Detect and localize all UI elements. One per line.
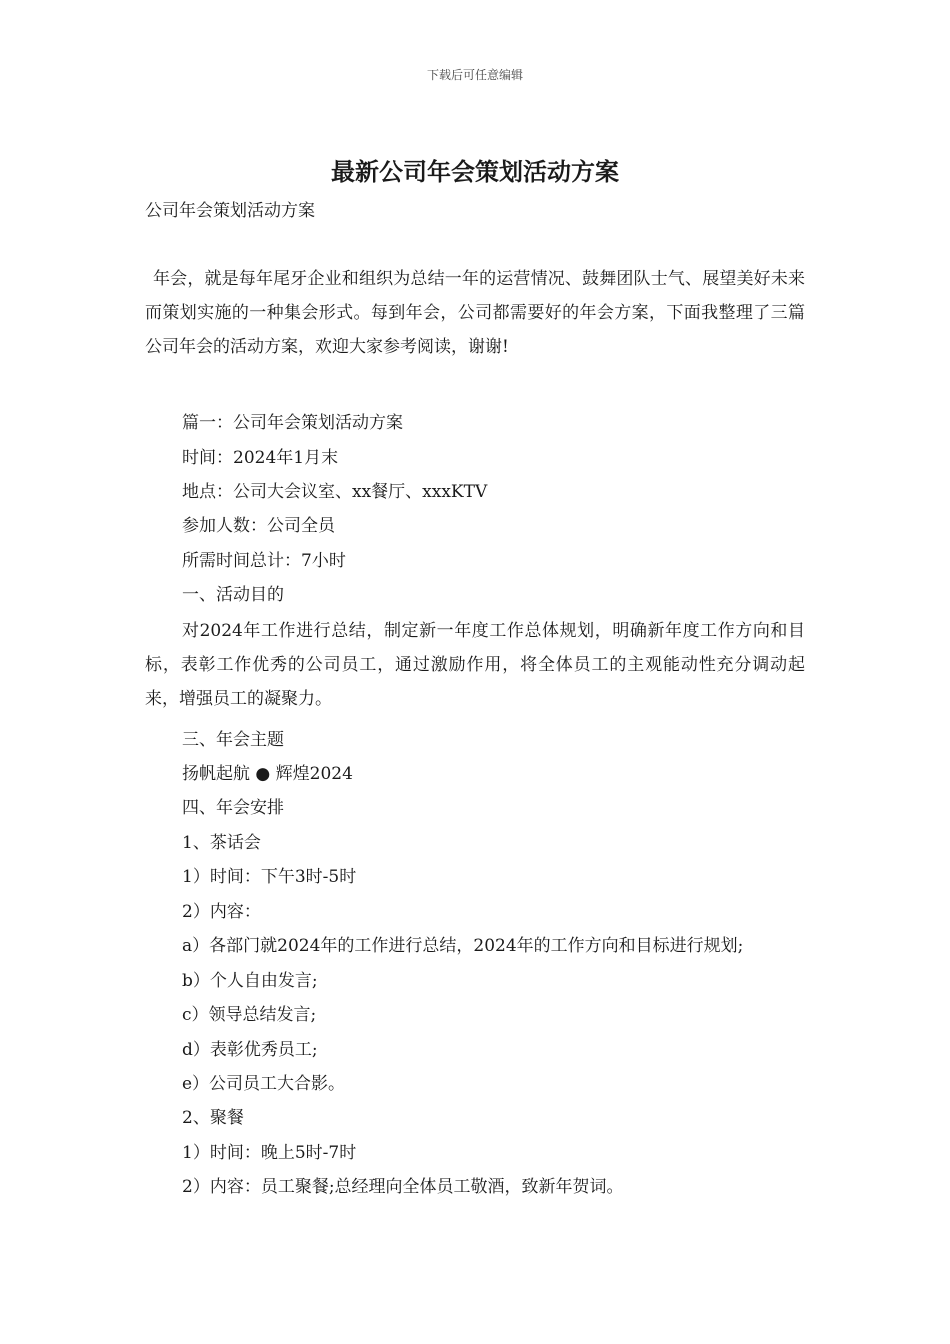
purpose-heading: 一、活动目的 [182, 585, 284, 605]
tea-party-heading: 1、茶话会 [182, 833, 261, 853]
arrangement-heading: 四、年会安排 [182, 798, 284, 818]
list-item: b）个人自由发言; [182, 971, 318, 991]
tea-party-content-label: 2）内容： [182, 902, 261, 922]
event-duration: 所需时间总计：7小时 [182, 551, 346, 571]
document-title: 最新公司年会策划活动方案 [331, 157, 619, 186]
section-heading: 篇一：公司年会策划活动方案 [182, 413, 403, 433]
list-item: a）各部门就2024年的工作进行总结，2024年的工作方向和目标进行规划; [182, 936, 744, 956]
document-subtitle: 公司年会策划活动方案 [145, 201, 315, 221]
dinner-heading: 2、聚餐 [182, 1108, 244, 1128]
dinner-content: 2）内容：员工聚餐;总经理向全体员工敬酒，致新年贺词。 [182, 1177, 624, 1197]
theme-text: 扬帆起航 ● 辉煌2024 [182, 764, 353, 784]
header-note: 下载后可任意编辑 [426, 68, 523, 82]
tea-party-time: 1）时间：下午3时-5时 [182, 867, 357, 887]
event-time: 时间：2024年1月末 [182, 448, 339, 468]
purpose-paragraph: 对2024年工作进行总结，制定新一年度工作总体规划，明确新年度工作方向和目标，表彰工作优秀的公司员工，通过激励作用，将全体员工的主观能动性充分调动起来，增强员工的凝聚力。 [145, 621, 805, 709]
dinner-time: 1）时间：晚上5时-7时 [182, 1143, 357, 1163]
event-place: 地点：公司大会议室、xx餐厅、xxxKTV [182, 482, 488, 502]
list-item: d）表彰优秀员工; [182, 1040, 318, 1060]
event-attendees: 参加人数：公司全员 [182, 516, 335, 536]
list-item: c）领导总结发言; [182, 1005, 317, 1025]
intro-paragraph: 年会，就是每年尾牙企业和组织为总结一年的运营情况、鼓舞团队士气、展望美好未来而策划实施的一种集会形式。每到年会，公司都需要好的年会方案，下面我整理了三篇公司年会的活动方案，欢迎大家参考阅读，谢谢! [145, 269, 805, 357]
theme-heading: 三、年会主题 [182, 730, 284, 750]
list-item: e）公司员工大合影。 [182, 1074, 346, 1094]
